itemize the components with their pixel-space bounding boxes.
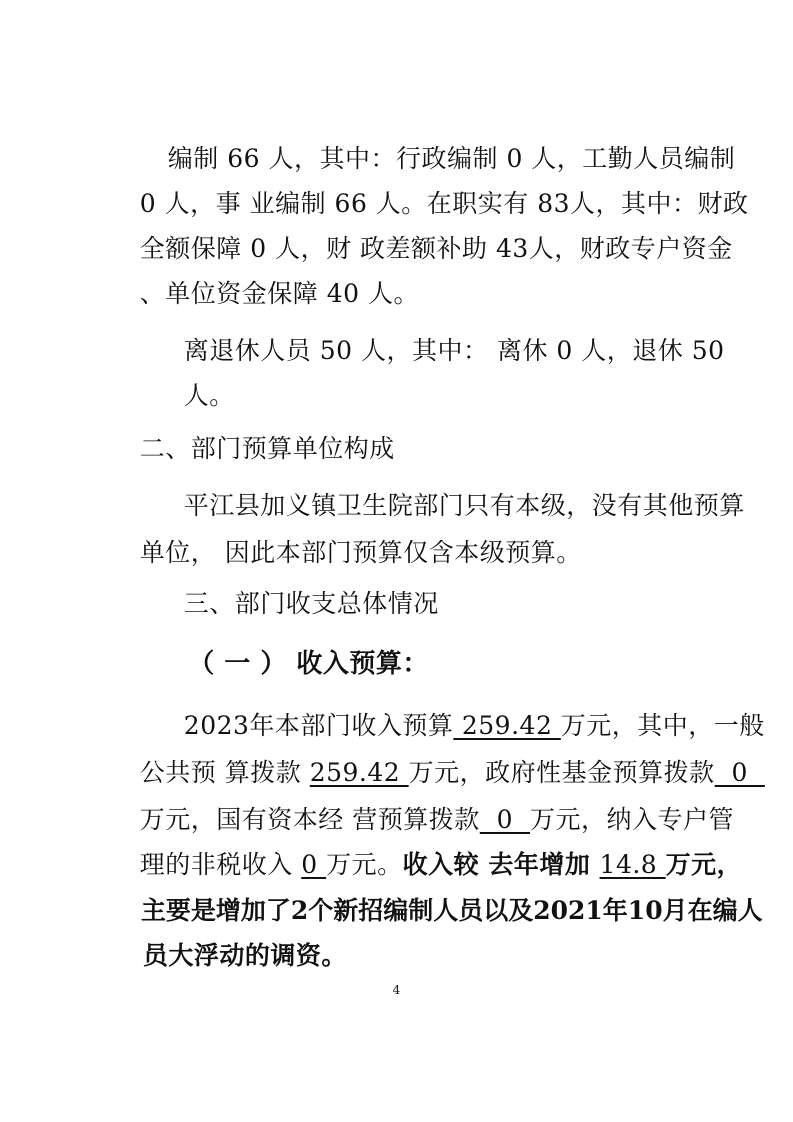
text-run-bold: 员大浮动的调资。 xyxy=(142,941,347,970)
text-run: 万元，政府性基金预算拨款 xyxy=(408,758,715,787)
non-tax-income-value: 0 xyxy=(301,850,327,879)
text-run: 全额保障 0 人，财 政差额补助 43人，财政专户资金 xyxy=(139,234,733,263)
paragraph-line xyxy=(150,303,725,399)
text-run: 万元，国有资本经 营预算拨款 xyxy=(139,805,480,834)
state-capital-value: 0 xyxy=(479,805,530,834)
text-run: 人。 xyxy=(183,381,235,410)
text-run: 公共预 算拨款 xyxy=(139,758,310,787)
text-run-bold: 主要是增加了2个新招编制人员以及2021年10月在编人 xyxy=(140,896,763,925)
text-run-bold: 万元， xyxy=(665,850,743,879)
text-run: 理的非税收入 xyxy=(139,850,302,879)
increase-value: 14.8 xyxy=(599,850,666,879)
text-run: 二、部门预算单位构成 xyxy=(139,434,395,463)
text-run-bold: 收入较 去年增加 xyxy=(402,850,600,879)
text-run: （ 一 ） 收入预算： xyxy=(188,649,429,679)
general-budget-value: 259.42 xyxy=(309,758,409,787)
income-total-value: 259.42 xyxy=(453,711,561,740)
page-number: 4 xyxy=(392,983,401,997)
text-run: 离退休人员 50 人，其中： 离休 0 人，退休 50 xyxy=(183,336,725,365)
text-run: 三、部门收支总体情况 xyxy=(183,589,439,618)
text-run: 2023年本部门收入预算 xyxy=(183,711,454,740)
text-run: 万元，纳入专户管 xyxy=(529,805,734,834)
text-run: 编制 66 人，其中：行政编制 0 人，工勤人员编制 xyxy=(167,144,736,173)
text-run: 平江县加义镇卫生院部门只有本级，没有其他预算 xyxy=(183,491,745,520)
text-run: 万元。 xyxy=(326,850,403,879)
text-run: 0 人，事 业编制 66 人。在职实有 83人，其中：财政 xyxy=(139,189,749,218)
fund-budget-value: 0 xyxy=(714,758,765,787)
text-run: 、单位资金保障 40 人。 xyxy=(139,279,420,308)
text-run: 万元，其中，一般 xyxy=(560,711,765,740)
text-run: 单位， 因此本部门预算仅含本级预算。 xyxy=(139,538,582,567)
